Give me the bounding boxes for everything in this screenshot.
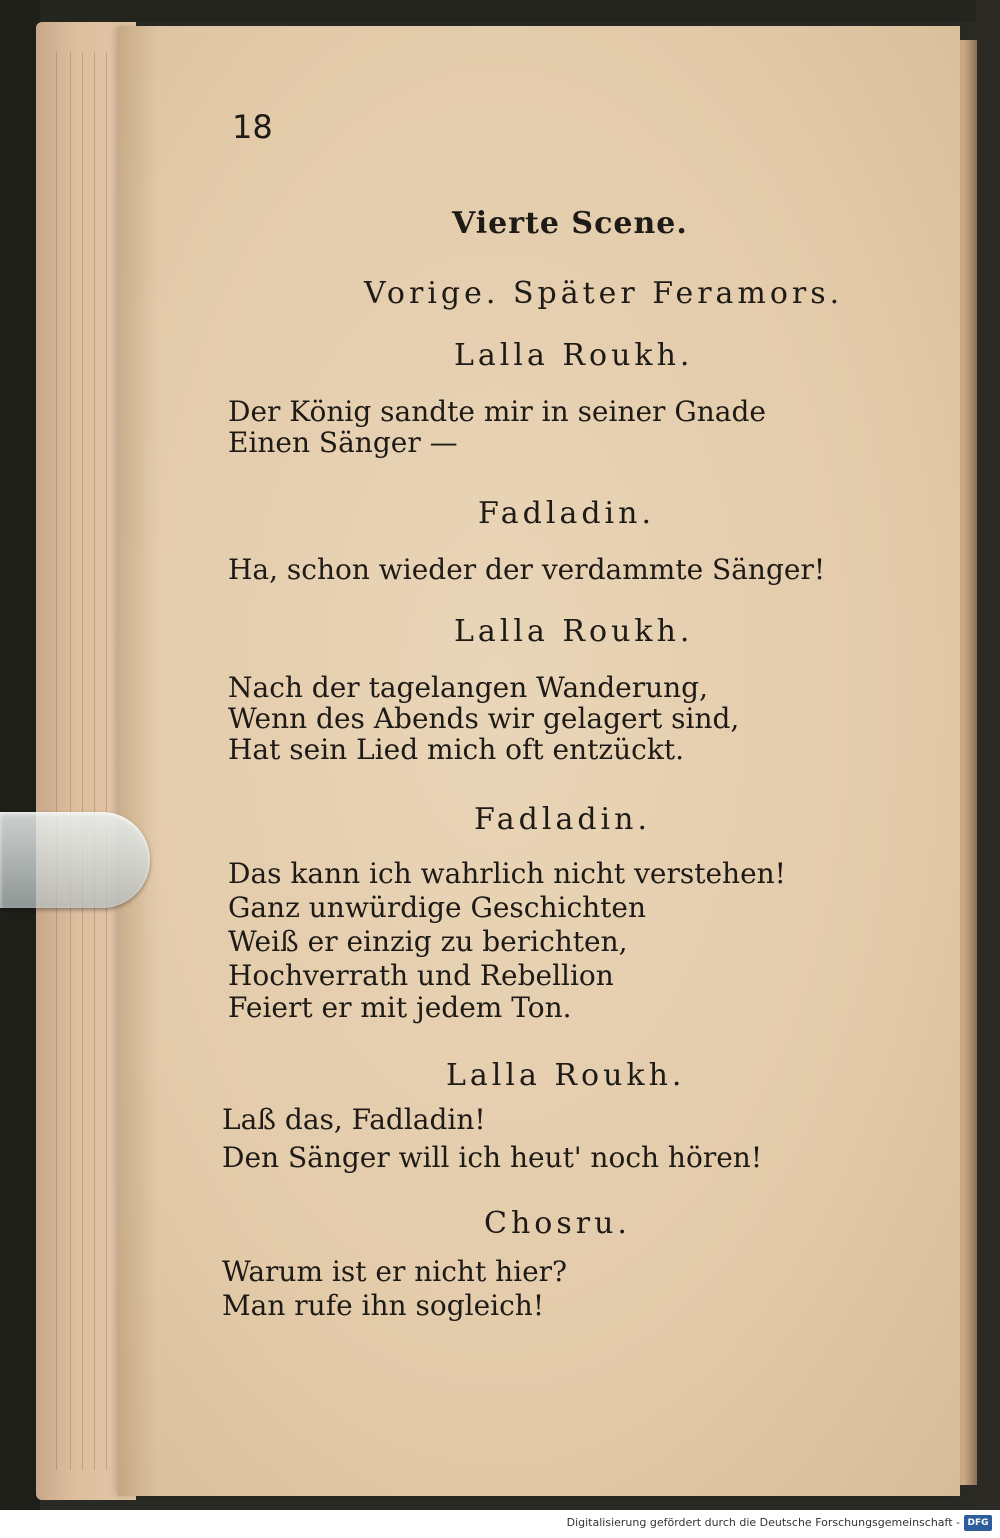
- verse-line: Nach der tagelangen Wanderung,: [228, 671, 708, 704]
- speaker-name: Lalla Roukh.: [454, 614, 694, 649]
- speaker-name: Lalla Roukh.: [454, 338, 694, 373]
- verse-line: Laß das, Fadladin!: [222, 1103, 486, 1136]
- verse-line: Ha, schon wieder der verdammte Sänger!: [228, 553, 826, 586]
- verse-line: Hat sein Lied mich oft entzückt.: [228, 733, 684, 766]
- funding-credit: Digitalisierung gefördert durch die Deutsche Forschungsgemeinschaft -: [566, 1516, 960, 1529]
- footer-bar: [0, 1510, 1000, 1538]
- verse-line: Warum ist er nicht hier?: [222, 1255, 568, 1288]
- verse-line: Das kann ich wahrlich nicht verstehen!: [228, 857, 786, 890]
- speaker-name: Lalla Roukh.: [446, 1058, 686, 1093]
- page-holder-clip: [0, 812, 150, 908]
- verse-line: Den Sänger will ich heut' noch hören!: [222, 1141, 763, 1174]
- page-number: 18: [232, 108, 273, 146]
- scene-title: Vierte Scene.: [452, 206, 688, 241]
- dfg-logo-icon: DFG: [964, 1515, 992, 1531]
- verse-line: Man rufe ihn sogleich!: [222, 1289, 545, 1322]
- verse-line: Der König sandte mir in seiner Gnade: [228, 395, 766, 428]
- page-gutter: [118, 26, 158, 1496]
- speaker-name: Fadladin.: [478, 496, 656, 531]
- verse-line: Ganz unwürdige Geschichten: [228, 891, 647, 924]
- speaker-name: Chosru.: [484, 1206, 631, 1241]
- scan-background-top: [0, 0, 1000, 22]
- verse-line: Feiert er mit jedem Ton.: [228, 991, 572, 1024]
- verse-line: Wenn des Abends wir gelagert sind,: [228, 702, 740, 735]
- scan-background-right: [976, 0, 1000, 1510]
- verse-line: Weiß er einzig zu berichten,: [228, 925, 628, 958]
- scan-background-left: [0, 0, 40, 1510]
- stage-direction: Vorige. Später Feramors.: [364, 276, 844, 311]
- speaker-name: Fadladin.: [474, 802, 652, 837]
- verse-line: Einen Sänger —: [228, 426, 458, 459]
- verse-line: Hochverrath und Rebellion: [228, 959, 614, 992]
